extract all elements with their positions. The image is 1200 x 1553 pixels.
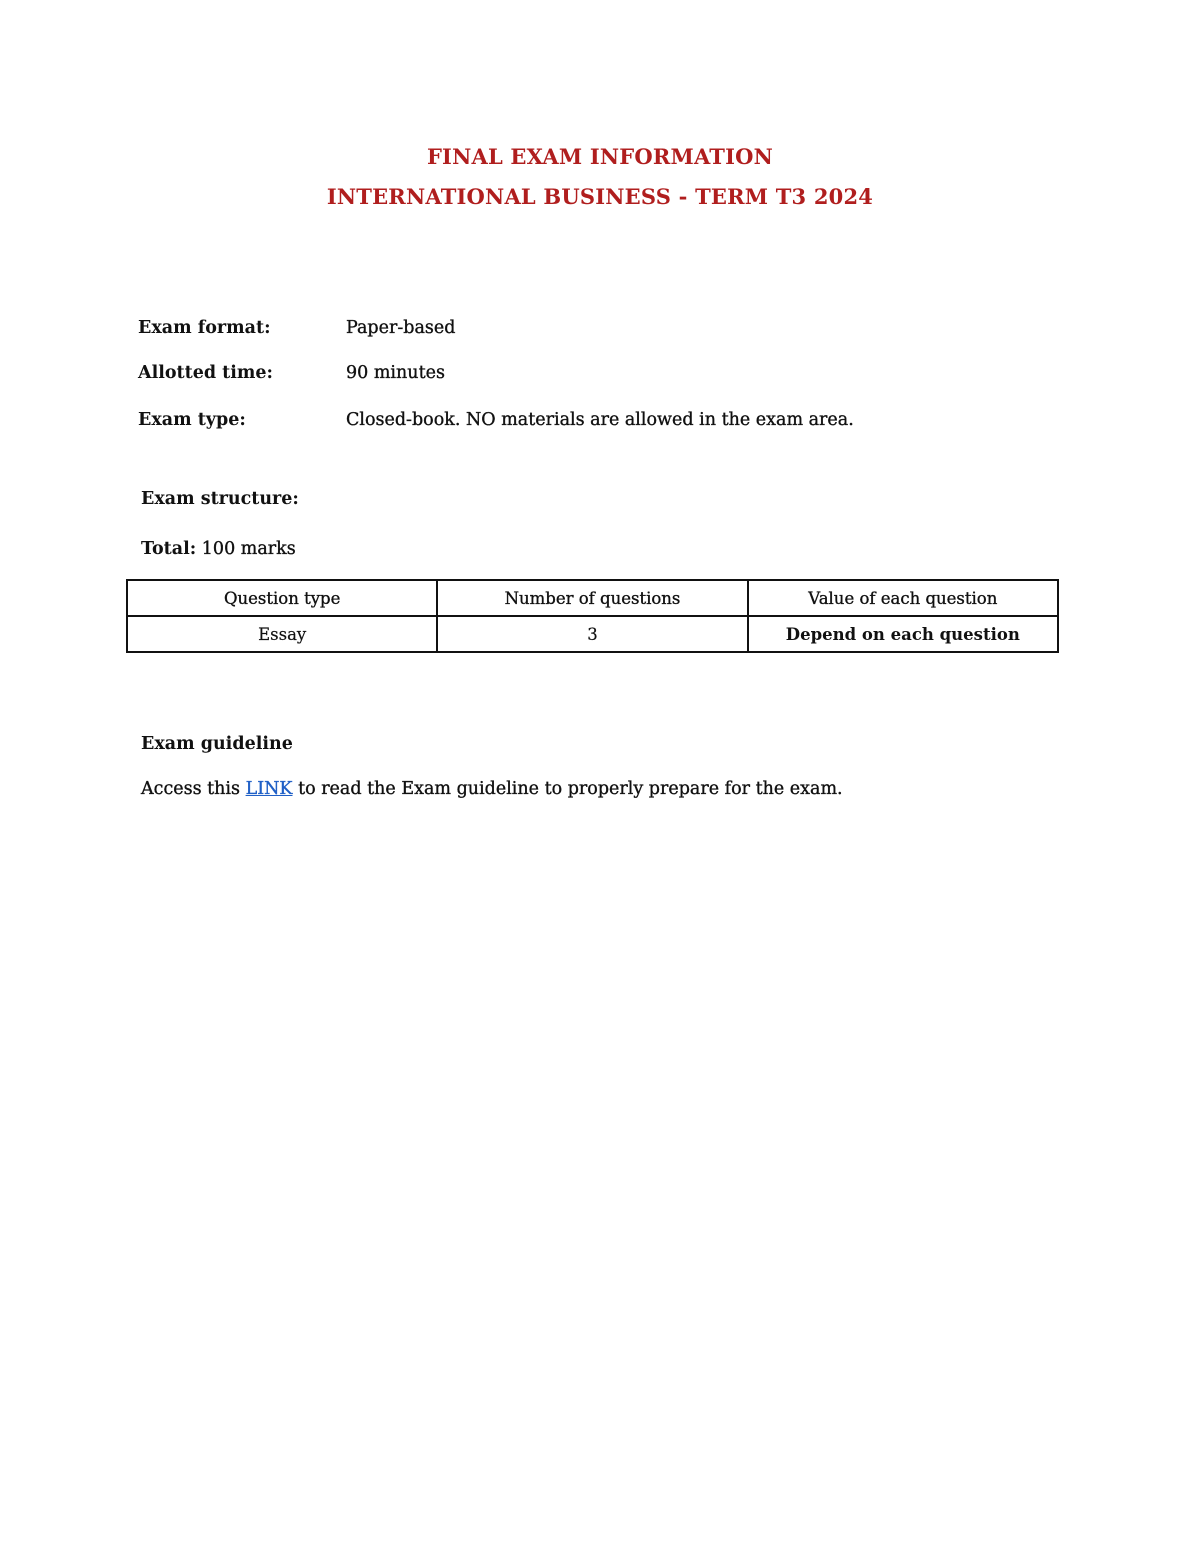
exam-guideline-heading: Exam guideline	[141, 734, 293, 754]
guideline-text-before: Access this	[141, 779, 246, 799]
guideline-link[interactable]: LINK	[245, 779, 293, 799]
total-value: 100 marks	[201, 539, 296, 559]
table-header-row	[127, 580, 1058, 616]
info-value: Closed-book. NO materials are allowed in the exam area.	[346, 410, 854, 430]
total-label: Total:	[141, 539, 197, 559]
exam-structure-heading: Exam structure:	[141, 489, 299, 509]
info-row-exam-type	[138, 410, 854, 430]
info-label: Allotted time:	[138, 363, 274, 383]
guideline-paragraph	[141, 779, 843, 799]
title-line-2: INTERNATIONAL BUSINESS - TERM T3 2024	[326, 184, 874, 209]
cell-value-of-each-question: Depend on each question	[748, 616, 1058, 652]
info-value: Paper-based	[346, 318, 456, 338]
info-value: 90 minutes	[346, 363, 445, 383]
info-row-exam-format	[138, 318, 455, 338]
table-row	[127, 616, 1058, 652]
guideline-text-after: to read the Exam guideline to properly prepare for the exam.	[292, 779, 843, 799]
info-row-allotted-time	[138, 363, 445, 383]
info-label: Exam type:	[138, 410, 246, 430]
cell-number-of-questions: 3	[437, 616, 747, 652]
title-line-1: FINAL EXAM INFORMATION	[426, 144, 774, 169]
column-header-number-of-questions: Number of questions	[437, 580, 747, 616]
column-header-value-of-each-question: Value of each question	[748, 580, 1058, 616]
exam-structure-table	[126, 579, 1059, 653]
column-header-question-type: Question type	[127, 580, 437, 616]
total-marks	[141, 539, 296, 559]
info-label: Exam format:	[138, 318, 271, 338]
cell-question-type: Essay	[127, 616, 437, 652]
